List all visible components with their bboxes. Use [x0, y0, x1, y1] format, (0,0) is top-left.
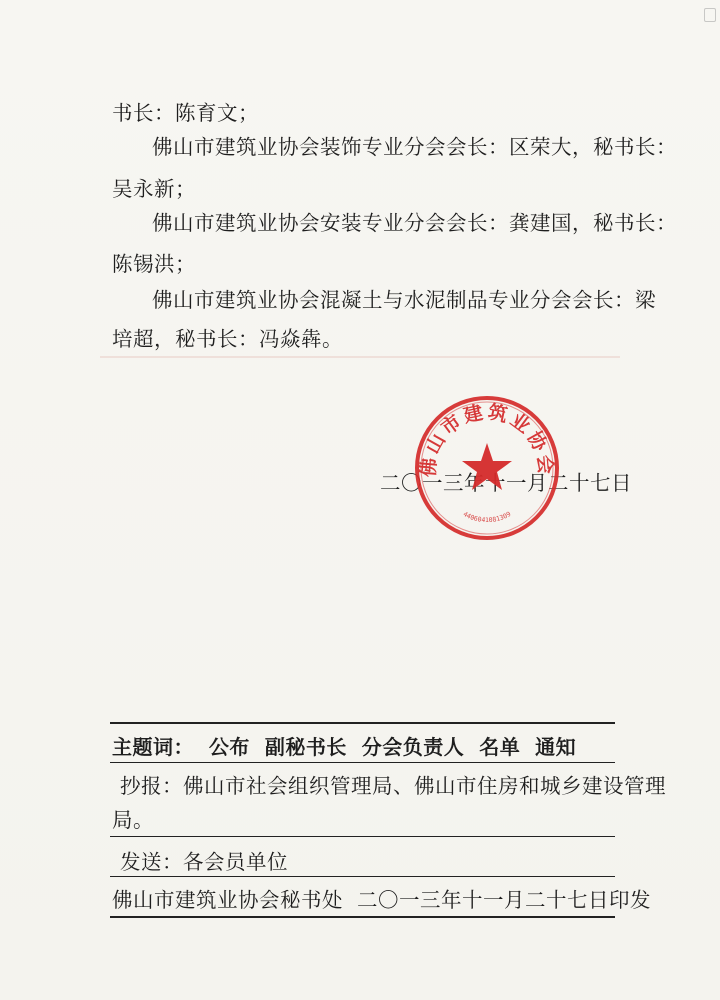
body-line-2: 佛山市建筑业协会装饰专业分会会长：区荣大，秘书长：	[152, 135, 677, 159]
bleed-through-header	[92, 180, 112, 227]
body-line-4: 佛山市建筑业协会安装专业分会会长：龚建国，秘书长：	[152, 211, 677, 235]
document-date: 二〇一三年十一月二十七日	[380, 471, 632, 495]
cc-rule	[110, 836, 615, 837]
svg-text:4406041081309	[462, 510, 513, 524]
bleed-through-text	[130, 398, 137, 423]
cc-line-2: 局。	[112, 808, 154, 832]
seal-star-icon	[462, 443, 512, 490]
body-line-1: 书长：陈育文；	[112, 101, 259, 125]
keywords-rule	[110, 762, 615, 763]
body-line-5: 陈锡洪；	[112, 252, 196, 276]
body-line-6: 佛山市建筑业协会混凝土与水泥制品专业分会会长：梁	[152, 288, 656, 312]
seal-text: 佛山市建筑业协会	[417, 401, 557, 478]
bleed-through-rule	[100, 356, 620, 358]
cc-line-1: 抄报：佛山市社会组织管理局、佛山市住房和城乡建设管理	[120, 774, 666, 798]
footer-bottom-rule	[110, 916, 615, 918]
seal-serial: 4406041081309	[461, 510, 513, 525]
official-seal-stamp	[412, 393, 562, 543]
footer-top-rule	[110, 722, 615, 724]
body-line-3: 吴永新；	[112, 177, 196, 201]
body-line-7: 培超，秘书长：冯焱犇。	[112, 327, 343, 351]
subject-keywords: 主题词： 公布 副秘书长 分会负责人 名单 通知	[112, 735, 577, 759]
send-rule	[110, 876, 615, 877]
scan-edge-mark	[704, 8, 716, 22]
issuer-line: 佛山市建筑业协会秘书处 二〇一三年十一月二十七日印发	[112, 888, 652, 912]
send-to: 发送：各会员单位	[120, 850, 288, 874]
